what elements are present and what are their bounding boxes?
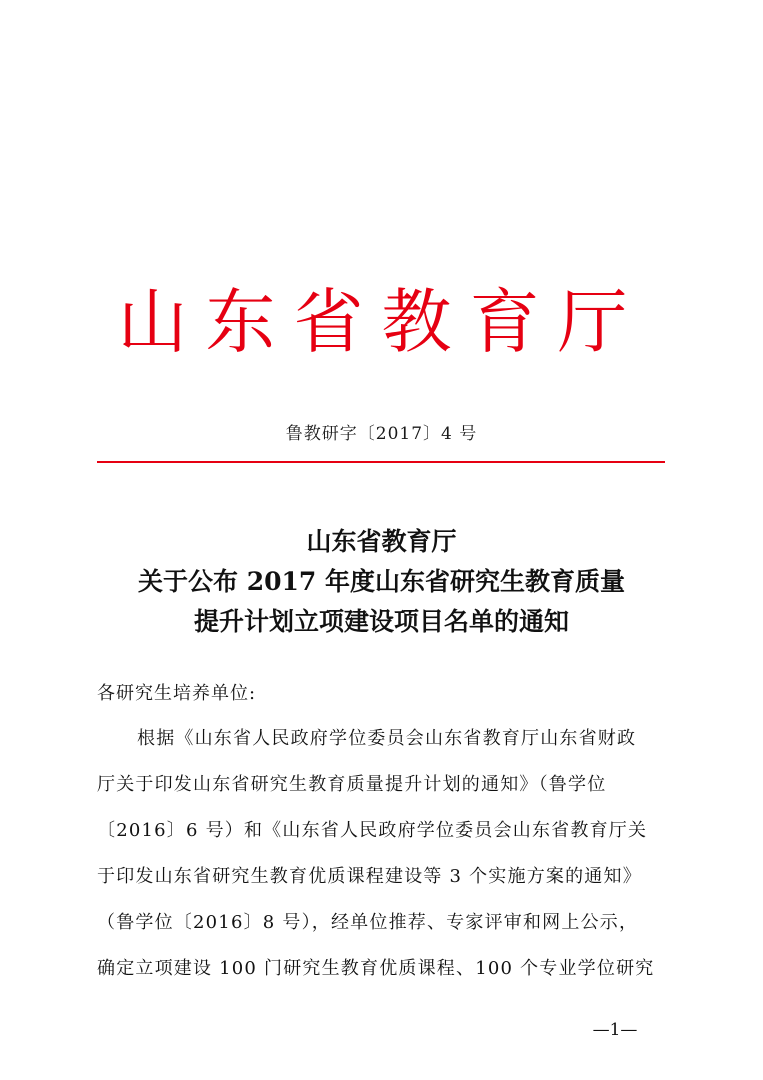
page-number: —1— — [592, 1020, 638, 1040]
salutation: 各研究生培养单位: — [97, 683, 257, 704]
document-number: 鲁教研字〔2017〕4 号 — [285, 424, 478, 444]
title-line-3: 提升计划立项建设项目名单的通知 — [193, 607, 569, 636]
body-text-line: 厅关于印发山东省研究生教育质量提升计划的通知》（鲁学位 — [97, 774, 607, 795]
body-text-line: 〔2016〕6 号）和《山东省人民政府学位委员会山东省教育厅关 — [97, 820, 648, 841]
title-line-2: 关于公布 2017 年度山东省研究生教育质量 — [138, 567, 625, 596]
issuer-red-header: 山东省教育厅 — [117, 281, 646, 363]
title-line-1: 山东省教育厅 — [306, 527, 457, 556]
body-text-line: 于印发山东省研究生教育优质课程建设等 3 个实施方案的通知》 — [97, 866, 642, 887]
body-text-line: 确定立项建设 100 门研究生教育优质课程、100 个专业学位研究 — [97, 958, 655, 979]
red-separator-line — [97, 461, 665, 463]
body-text-line: （鲁学位〔2016〕8 号），经单位推荐、专家评审和网上公示， — [97, 912, 639, 933]
body-text-line: 根据《山东省人民政府学位委员会山东省教育厅山东省财政 — [137, 728, 637, 749]
